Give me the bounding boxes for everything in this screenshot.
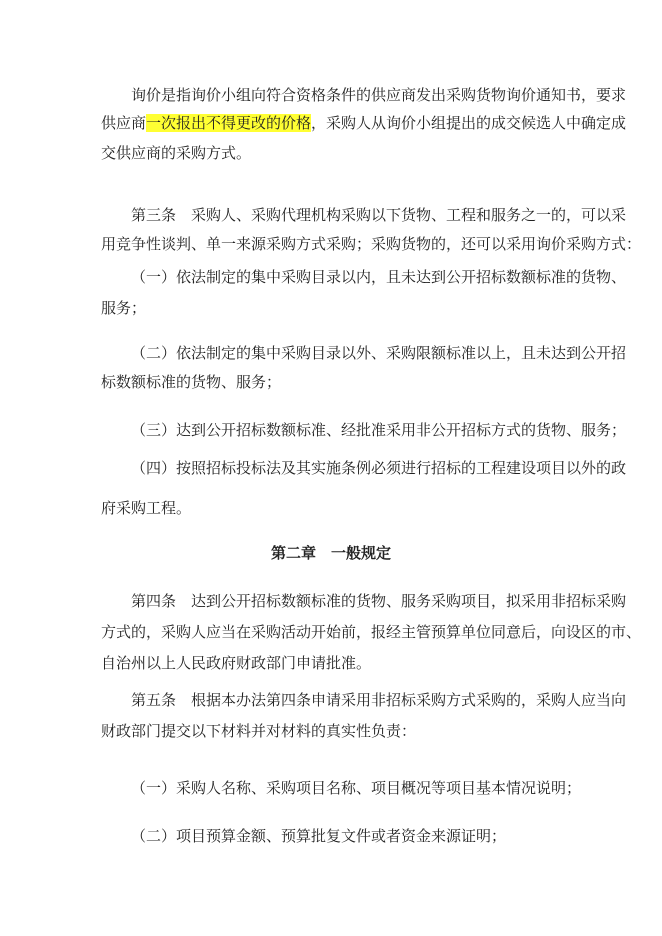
chapter-heading: 第二章 一般规定: [270, 544, 391, 562]
list-item-line: （二）项目预算金额、预算批复文件或者资金来源证明；: [131, 827, 507, 845]
paragraph-line: 交供应商的采购方式。: [101, 144, 252, 162]
article-4-line: 第四条 达到公开招标数额标准的货物、服务采购项目，拟采用非招标采购: [131, 592, 627, 610]
paragraph-line: [101, 113, 627, 133]
paragraph-line: 询价是指询价小组向符合资格条件的供应商发出采购货物询价通知书，要求: [131, 86, 627, 104]
highlighted-text: 一次报出不得更改的价格: [146, 114, 312, 132]
list-item-line: 标数额标准的货物、服务；: [101, 373, 282, 391]
article-3-line: 用竞争性谈判、单一来源采购方式采购；采购货物的，还可以采用询价采购方式：: [101, 235, 642, 253]
list-item-line: （一）采购人名称、采购项目名称、项目概况等项目基本情况说明；: [131, 779, 582, 797]
text-segment: ，采购人从询价小组提出的成交候选人中确定成: [311, 114, 627, 132]
article-3-line: 第三条 采购人、采购代理机构采购以下货物、工程和服务之一的，可以采: [131, 206, 627, 224]
list-item-line: （三）达到公开招标数额标准、经批准采用非公开招标方式的货物、服务；: [131, 421, 627, 439]
list-item-line: 服务；: [101, 299, 147, 317]
list-item-line: 府采购工程。: [101, 499, 192, 517]
list-item-line: （二）依法制定的集中采购目录以外、采购限额标准以上，且未达到公开招: [131, 344, 627, 362]
article-5-line: 财政部门提交以下材料并对材料的真实性负责：: [101, 722, 417, 740]
article-5-line: 第五条 根据本办法第四条申请采用非招标采购方式采购的，采购人应当向: [131, 691, 627, 709]
article-4-line: 方式的，采购人应当在采购活动开始前，报经主管预算单位同意后，向设区的市、: [101, 623, 642, 641]
list-item-line: （四）按照招标投标法及其实施条例必须进行招标的工程建设项目以外的政: [131, 459, 627, 477]
article-4-line: 自治州以上人民政府财政部门申请批准。: [101, 654, 372, 672]
text-segment: 供应商: [101, 114, 147, 132]
list-item-line: （一）依法制定的集中采购目录以内，且未达到公开招标数额标准的货物、: [131, 268, 627, 286]
